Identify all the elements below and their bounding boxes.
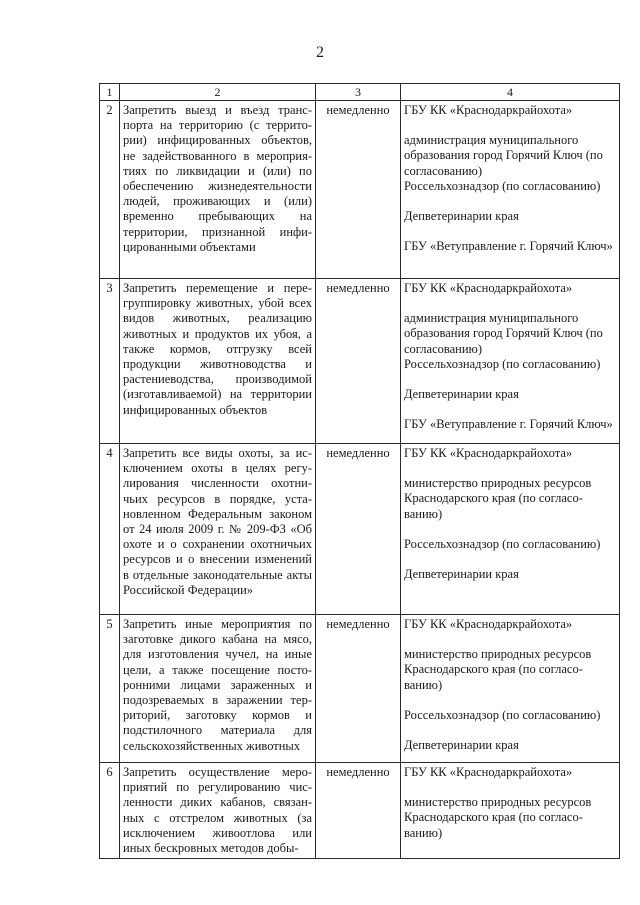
responsible-item: министерство природных ресурсов Краснодарского края (по согласованию) — [404, 476, 592, 521]
responsible-item: министерство природных ресурсов Краснодарского края (по согласованию) — [404, 795, 592, 840]
responsible-item: Россельхознадзор (по согласованию) — [404, 356, 601, 371]
responsible-item: ГБУ КК «Краснодаркрайохота» — [404, 281, 573, 295]
measure-text: Запретить иные мероприятия по заготовке дикого кабана на мясо, для изготовления чучел, на иные цели, а также посещение посторонними лицами зараженных и подозреваемых в заражении территорий, заготовку кормов и подстилочного материала для сельскохозяйственных животных — [120, 615, 316, 763]
table-row — [100, 279, 620, 444]
timing: немедленно — [316, 615, 401, 763]
row-number: 5 — [100, 615, 120, 763]
header-col-1: 1 — [100, 84, 120, 101]
row-number: 3 — [100, 279, 120, 444]
table-row — [100, 101, 620, 279]
responsible-item: Россельхознадзор (по согласованию) — [404, 536, 601, 551]
responsible-item: администрация муниципального образования город Горячий Ключ (по согласованию) — [404, 133, 603, 178]
responsible-item: ГБУ «Ветуправление г. Горячий Ключ» — [404, 239, 613, 254]
measure-text: Запретить все виды охоты, за исключением охоты в целях регулирования численности охотничьих ресурсов в порядке, установленном Федеральным законом от 24 июля 2009 г. № 209-ФЗ «Об охоте и о сохранении охотничьих ресурсов и о внесении изменений в отдельные законодательные акты Российской Федерации» — [120, 444, 316, 615]
responsible-item: администрация муниципального образования город Горячий Ключ (по согласованию) — [404, 311, 603, 356]
row-number: 4 — [100, 444, 120, 615]
timing: немедленно — [316, 279, 401, 444]
table-row — [100, 444, 620, 615]
responsible-item: Депветеринарии края — [404, 738, 519, 753]
row-number: 6 — [100, 763, 120, 859]
responsible-item: Депветеринарии края — [404, 387, 519, 402]
responsible-item: министерство природных ресурсов Краснодарского края (по согласованию) — [404, 647, 592, 692]
responsible-item: Россельхознадзор (по согласованию) — [404, 707, 601, 722]
header-col-4: 4 — [401, 84, 620, 101]
responsible — [401, 763, 620, 859]
table-row — [100, 615, 620, 763]
timing: немедленно — [316, 444, 401, 615]
responsible — [401, 615, 620, 763]
measures-table — [99, 83, 620, 859]
table-row — [100, 763, 620, 859]
responsible-item: ГБУ КК «Краснодаркрайохота» — [404, 446, 573, 460]
responsible-item: Депветеринарии края — [404, 567, 519, 582]
header-col-2: 2 — [120, 84, 316, 101]
responsible — [401, 279, 620, 444]
responsible-item: Депветеринарии края — [404, 209, 519, 224]
header-col-3: 3 — [316, 84, 401, 101]
responsible-item: ГБУ КК «Краснодаркрайохота» — [404, 765, 573, 779]
timing: немедленно — [316, 101, 401, 279]
page-number: 2 — [316, 44, 324, 61]
table-header-row — [100, 84, 620, 101]
responsible-item: ГБУ КК «Краснодаркрайохота» — [404, 103, 573, 117]
responsible-item: ГБУ «Ветуправление г. Горячий Ключ» — [404, 417, 613, 432]
measure-text: Запретить выезд и въезд транспорта на территорию (с территории) инфицированных объектов, не задействованного в мероприятиях по ликвидации и (или) по обеспечению жизнедеятельности людей, проживающих и (или) временно пребывающих на территории, признанной инфицированными объектами — [120, 101, 316, 279]
responsible — [401, 101, 620, 279]
responsible-item: ГБУ КК «Краснодаркрайохота» — [404, 617, 573, 631]
row-number: 2 — [100, 101, 120, 279]
timing: немедленно — [316, 763, 401, 859]
measure-text: Запретить перемещение и перегруппировку животных, убой всех видов животных, реализацию животных и продуктов их убоя, а также кормов, отгрузку всей продукции животноводства и растениеводства, производимой (изготавливаемой) на территории инфицированных объектов — [120, 279, 316, 444]
measure-text: Запретить осуществление мероприятий по регулированию численности диких кабанов, связанных с отстрелом животных (за исключением живоотлова или иных бескровных методов добы- — [120, 763, 316, 859]
responsible-item: Россельхознадзор (по согласованию) — [404, 178, 601, 193]
responsible — [401, 444, 620, 615]
